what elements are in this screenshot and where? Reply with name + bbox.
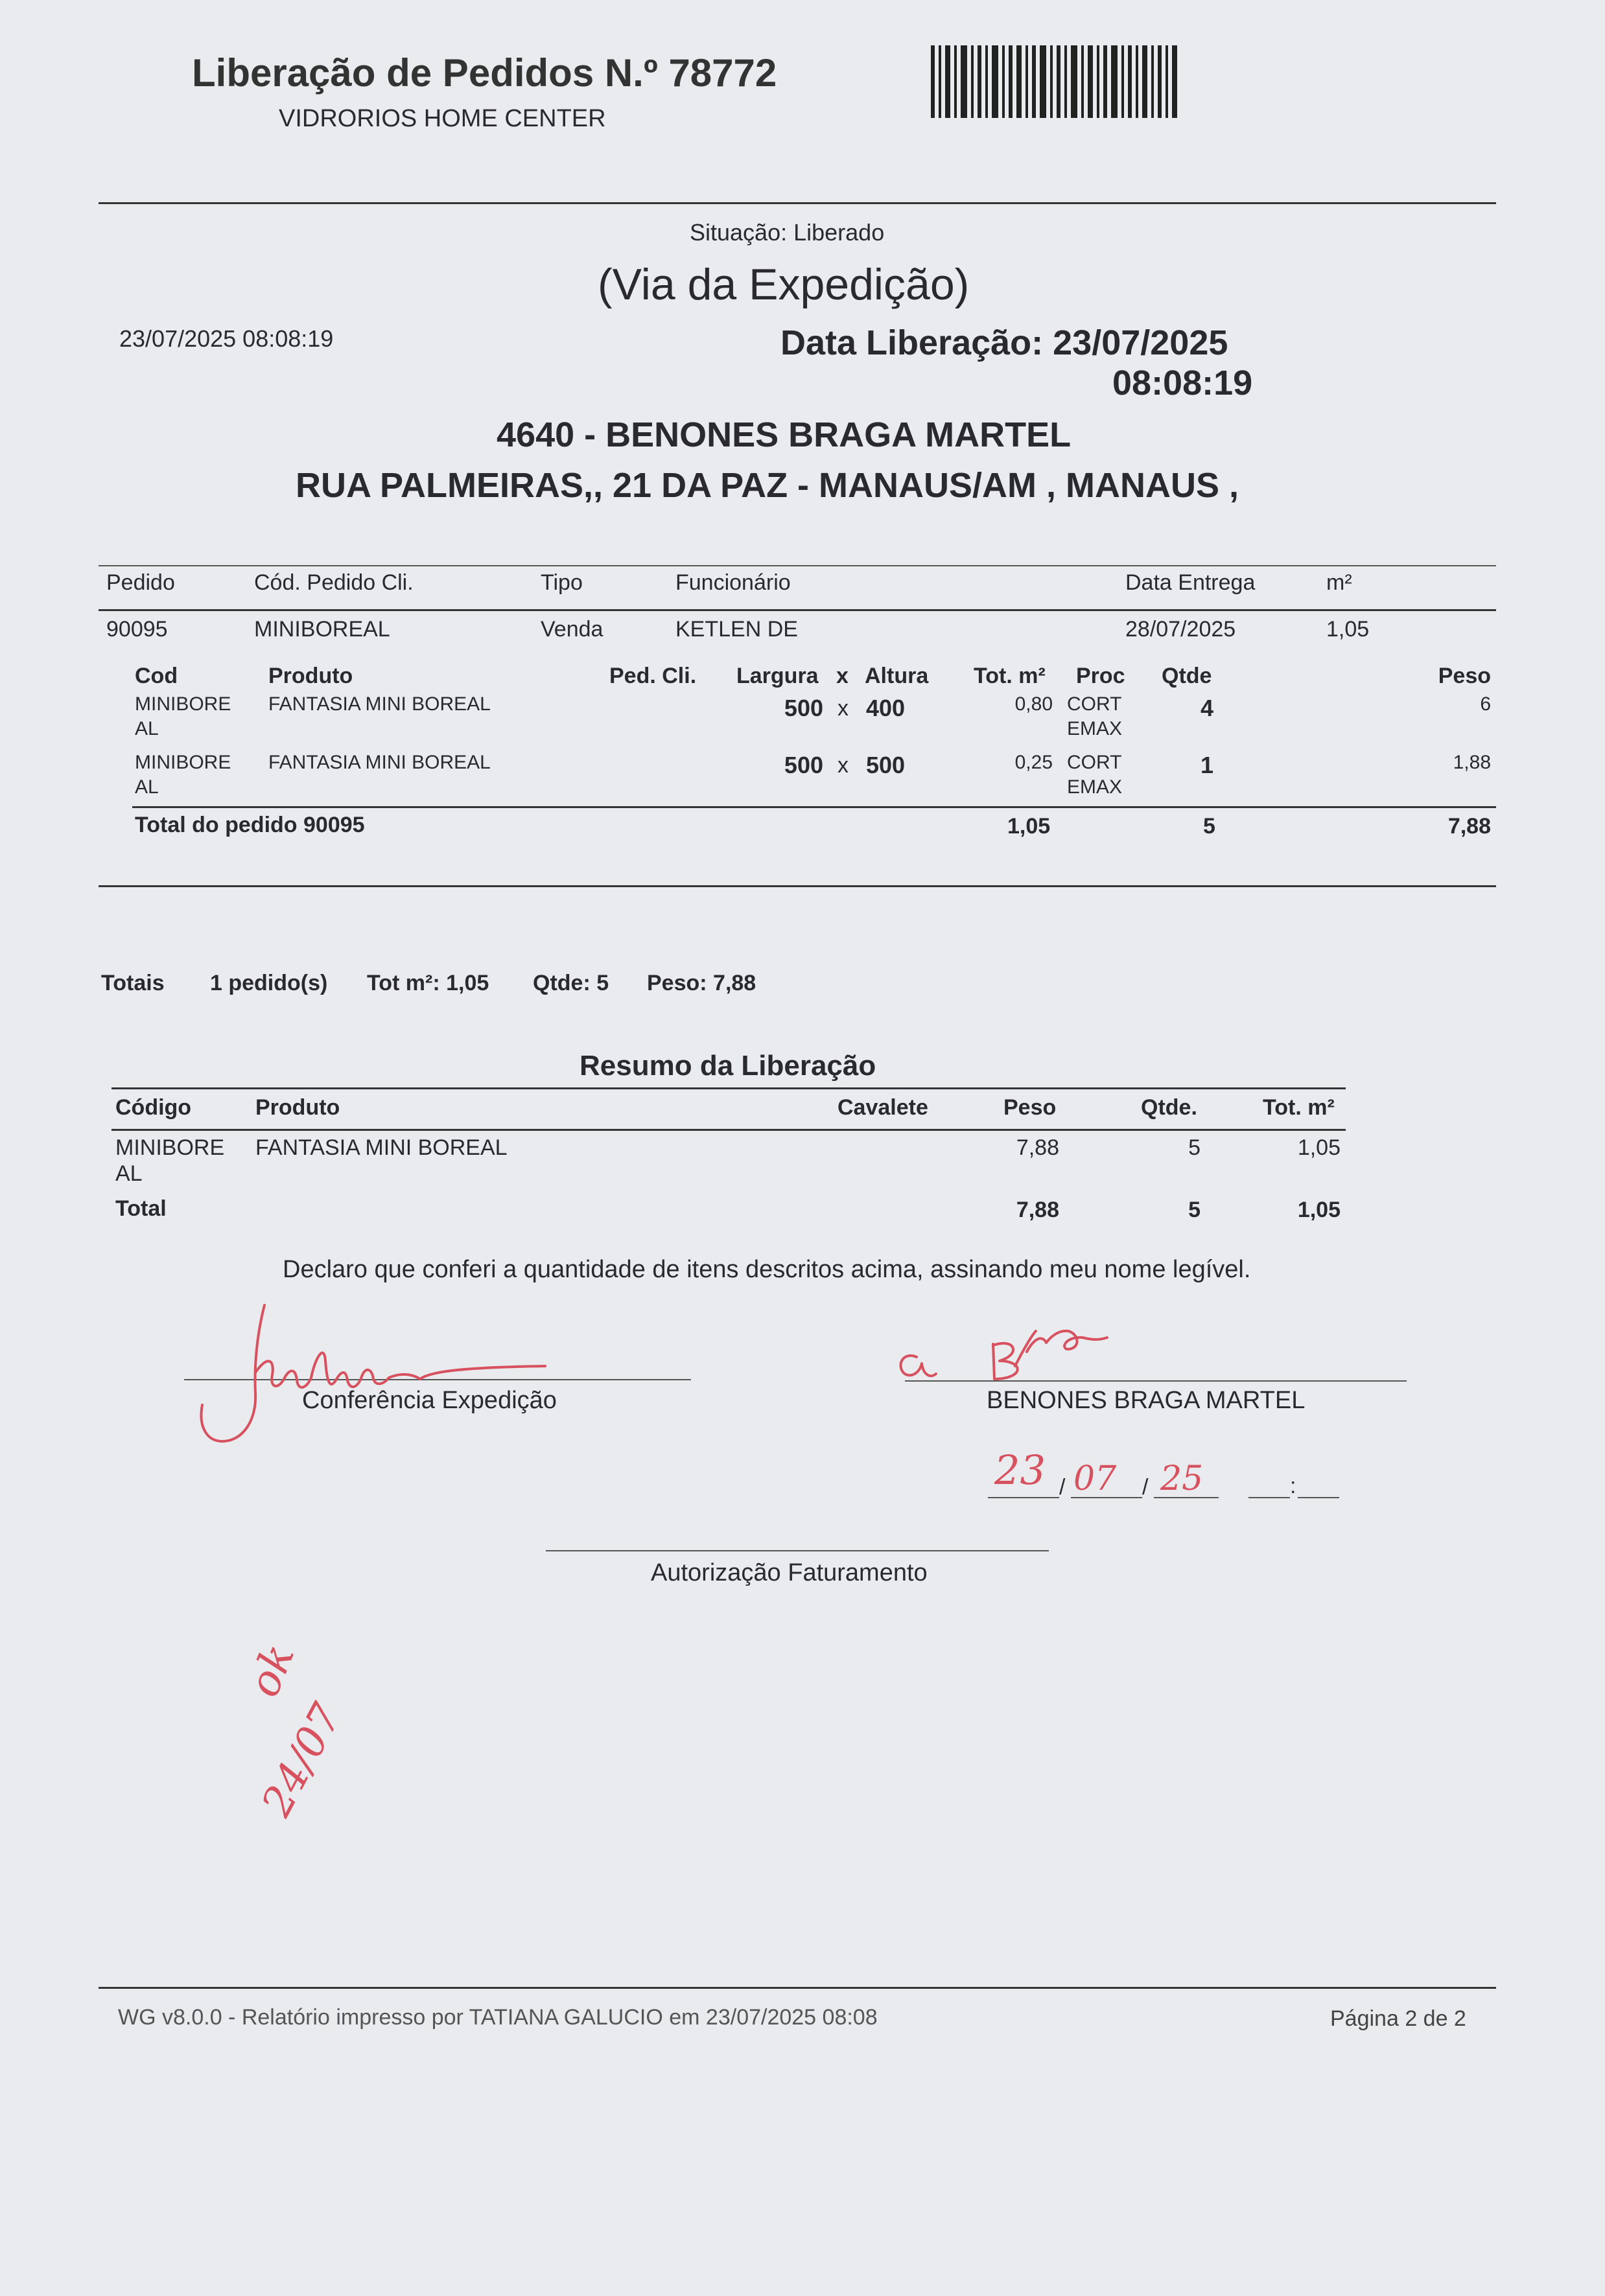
totais-label: Totais bbox=[101, 971, 165, 995]
resumo-codigo-line2: AL bbox=[115, 1161, 143, 1186]
client-address: RUA PALMEIRAS,, 21 DA PAZ - MANAUS/AM , MANAUS , bbox=[296, 466, 1239, 505]
client-name: 4640 - BENONES BRAGA MARTEL bbox=[497, 415, 1072, 454]
client-signature bbox=[876, 1312, 1149, 1389]
resumo-tot-m2: 1,05 bbox=[1297, 1135, 1341, 1160]
footer-rule bbox=[99, 1987, 1496, 1989]
items-bottom-rule bbox=[99, 885, 1496, 887]
item-proc-line2: EMAX bbox=[1067, 718, 1123, 739]
item-x: x bbox=[838, 753, 849, 778]
item-proc-line2: EMAX bbox=[1067, 776, 1123, 798]
item-cod-line2: AL bbox=[135, 776, 159, 798]
col-header-pedido: Pedido bbox=[106, 570, 175, 595]
handwritten-date-month: 07 bbox=[1073, 1459, 1117, 1498]
handwritten-date-day: 23 bbox=[994, 1446, 1046, 1494]
company-name: VIDRORIOS HOME CENTER bbox=[279, 105, 606, 132]
data-liberacao-time: 08:08:19 bbox=[1112, 364, 1253, 402]
col-header-funcionario: Funcionário bbox=[675, 570, 791, 595]
item-produto: FANTASIA MINI BOREAL bbox=[268, 693, 491, 715]
order-pedido: 90095 bbox=[106, 617, 168, 642]
via-label: (Via da Expedição) bbox=[598, 260, 970, 309]
item-tot-m2: 0,25 bbox=[1014, 752, 1053, 773]
resumo-header-cavalete: Cavalete bbox=[838, 1095, 928, 1120]
order-data-entrega: 28/07/2025 bbox=[1125, 617, 1236, 642]
item-tot-m2: 0,80 bbox=[1014, 693, 1053, 715]
col-header-cod-pedido-cli: Cód. Pedido Cli. bbox=[254, 570, 414, 595]
resumo-title: Resumo da Liberação bbox=[580, 1050, 876, 1082]
items-header-proc: Proc bbox=[1076, 664, 1125, 688]
resumo-total-peso: 7,88 bbox=[1016, 1198, 1059, 1222]
item-altura: 400 bbox=[866, 695, 906, 721]
printed-timestamp: 23/07/2025 08:08:19 bbox=[119, 325, 334, 352]
handwritten-date-year: 25 bbox=[1160, 1459, 1204, 1498]
footer-print-info: WG v8.0.0 - Relatório impresso por TATIANA GALUCIO em 23/07/2025 08:08 bbox=[118, 2005, 878, 2030]
resumo-peso: 7,88 bbox=[1016, 1135, 1059, 1160]
col-header-data-entrega: Data Entrega bbox=[1125, 570, 1256, 595]
item-proc-line1: CORT bbox=[1067, 693, 1122, 715]
item-produto: FANTASIA MINI BOREAL bbox=[268, 752, 491, 773]
resumo-header-rule bbox=[111, 1129, 1346, 1131]
items-header-altura: Altura bbox=[865, 664, 929, 688]
resumo-header-peso: Peso bbox=[1003, 1095, 1057, 1120]
resumo-header-codigo: Código bbox=[115, 1095, 192, 1120]
resumo-total-label: Total bbox=[115, 1196, 167, 1221]
handwritten-margin-ok: ok bbox=[239, 1637, 305, 1704]
item-proc-line1: CORT bbox=[1067, 752, 1122, 773]
item-qtde: 1 bbox=[1201, 752, 1214, 778]
item-largura: 500 bbox=[784, 695, 823, 721]
items-header-x: x bbox=[836, 664, 849, 688]
totais-tot-m2: Tot m²: 1,05 bbox=[367, 971, 489, 995]
data-liberacao: Data Liberação: 23/07/2025 bbox=[780, 323, 1228, 362]
autorizacao-label: Autorização Faturamento bbox=[651, 1559, 928, 1586]
items-total-qtde: 5 bbox=[1203, 814, 1215, 839]
items-header-cod: Cod bbox=[135, 664, 178, 688]
barcode-image bbox=[931, 45, 1177, 118]
totais-qtde: Qtde: 5 bbox=[533, 971, 609, 995]
items-total-label: Total do pedido 90095 bbox=[135, 813, 365, 837]
order-funcionario: KETLEN DE bbox=[675, 617, 798, 642]
autorizacao-signature-line bbox=[546, 1550, 1049, 1551]
totais-peso: Peso: 7,88 bbox=[647, 971, 756, 995]
time-minute-line bbox=[1298, 1497, 1339, 1498]
items-total-peso: 7,88 bbox=[1447, 814, 1491, 839]
item-cod-line1: MINIBORE bbox=[135, 752, 231, 773]
resumo-total-tot-m2: 1,05 bbox=[1297, 1198, 1341, 1222]
item-cod-line2: AL bbox=[135, 718, 159, 739]
order-table-header-rule bbox=[99, 609, 1496, 611]
items-total-tot-m2: 1,05 bbox=[1007, 814, 1051, 839]
resumo-produto: FANTASIA MINI BOREAL bbox=[255, 1135, 508, 1160]
resumo-qtde: 5 bbox=[1188, 1135, 1201, 1160]
time-separator: : bbox=[1290, 1474, 1296, 1498]
situacao-label: Situação: Liberado bbox=[690, 219, 885, 246]
handwritten-margin-note: 24/07 bbox=[253, 1696, 351, 1824]
item-peso: 6 bbox=[1480, 693, 1491, 715]
time-hour-line bbox=[1248, 1497, 1290, 1498]
items-header-peso: Peso bbox=[1438, 664, 1491, 688]
declaration-text: Declaro que conferi a quantidade de itens descritos acima, assinando meu nome legível. bbox=[283, 1256, 1251, 1283]
conferencia-label: Conferência Expedição bbox=[302, 1387, 557, 1414]
date-separator-2: / bbox=[1142, 1475, 1149, 1500]
item-qtde: 4 bbox=[1201, 695, 1214, 721]
date-day-line bbox=[988, 1497, 1059, 1498]
col-header-tipo: Tipo bbox=[541, 570, 583, 595]
item-altura: 500 bbox=[866, 752, 906, 778]
date-separator-1: / bbox=[1059, 1475, 1066, 1500]
conferencia-signature bbox=[192, 1296, 555, 1452]
item-largura: 500 bbox=[784, 752, 823, 778]
resumo-codigo-line1: MINIBORE bbox=[115, 1135, 225, 1160]
items-header-produto: Produto bbox=[268, 664, 353, 688]
item-cod-line1: MINIBORE bbox=[135, 693, 231, 715]
item-x: x bbox=[838, 696, 849, 721]
order-cod-pedido-cli: MINIBOREAL bbox=[254, 617, 390, 642]
items-header-largura: Largura bbox=[736, 664, 819, 688]
resumo-total-qtde: 5 bbox=[1188, 1198, 1201, 1222]
resumo-header-produto: Produto bbox=[255, 1095, 340, 1120]
order-tipo: Venda bbox=[541, 617, 603, 642]
header-divider bbox=[99, 202, 1496, 204]
client-signature-name: BENONES BRAGA MARTEL bbox=[987, 1387, 1306, 1414]
resumo-top-rule bbox=[111, 1087, 1346, 1089]
item-peso: 1,88 bbox=[1453, 752, 1491, 773]
totais-pedidos: 1 pedido(s) bbox=[210, 971, 328, 995]
document-title: Liberação de Pedidos N.º 78772 bbox=[192, 51, 777, 95]
col-header-m2: m² bbox=[1326, 570, 1352, 595]
footer-page-number: Página 2 de 2 bbox=[1330, 2006, 1466, 2031]
items-total-rule bbox=[132, 806, 1496, 808]
items-header-qtde: Qtde bbox=[1162, 664, 1212, 688]
order-table-top-rule bbox=[99, 565, 1496, 566]
items-header-ped-cli: Ped. Cli. bbox=[609, 664, 697, 688]
items-header-tot-m2: Tot. m² bbox=[974, 664, 1046, 688]
order-m2: 1,05 bbox=[1326, 617, 1370, 642]
resumo-header-tot-m2: Tot. m² bbox=[1263, 1095, 1335, 1120]
resumo-header-qtde: Qtde. bbox=[1141, 1095, 1197, 1120]
